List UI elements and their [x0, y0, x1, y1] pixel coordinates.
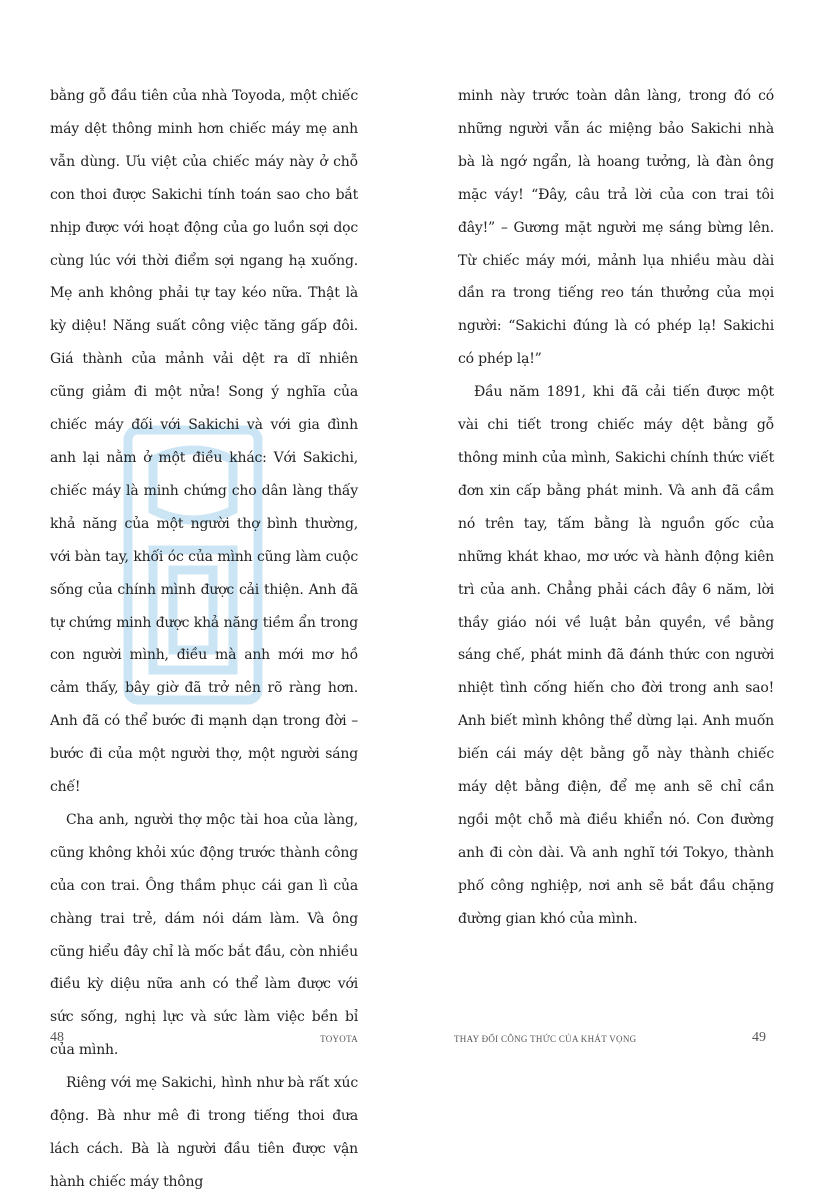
paragraph: Riêng với mẹ Sakichi, hình như bà rất xúc động. Bà như mê đi trong tiếng thoi đưa lách cách. Bà là người đầu tiên được vận hành chiếc máy thông — [50, 1075, 358, 1190]
page-number: 49 — [752, 1030, 766, 1045]
right-text-column — [458, 80, 774, 936]
paragraph: minh này trước toàn dân làng, trong đó có những người vẫn ác miệng bảo Sakichi nhà bà là ngớ ngẩn, là hoang tưởng, là đàn ông mặc váy! “Đây, câu trả lời của con trai tôi đây!” – Gương mặt người mẹ sáng bừng lên. Từ chiếc máy mới, mảnh lụa nhiều màu dài dần ra trong tiếng reo tán thưởng của mọi người: “Sakichi đúng là có phép lạ! Sakichi có phép lạ!” — [458, 88, 774, 368]
running-head: THAY ĐỔI CÔNG THỨC CỦA KHÁT VỌNG — [454, 1034, 637, 1044]
paragraph: bằng gỗ đầu tiên của nhà Toyoda, một chiếc máy dệt thông minh hơn chiếc máy mẹ anh vẫn dùng. Ưu việt của chiếc máy này ở chỗ con thoi được Sakichi tính toán sao cho bắt nhịp được với hoạt động của go luồn sợi dọc cùng lúc với thời điểm sợi ngang hạ xuống. Mẹ anh không phải tự tay kéo nữa. Thật là kỳ diệu! Năng suất công việc tăng gấp đôi. Giá thành của mảnh vải dệt ra dĩ nhiên cũng giảm đi một nửa! Song ý nghĩa của chiếc máy đối với Sakichi và với gia đình anh lại nằm ở một điều khác: Với Sakichi, chiếc máy là minh chứng cho dân làng thấy khả năng của một người thợ bình thường, với bàn tay, khối óc của mình cũng làm cuộc sống của chính mình được cải thiện. Anh đã tự chứng minh được khả năng tiềm ẩn trong con người mình, điều mà anh mới mơ hồ cảm thấy, bây giờ đã trở nên rõ ràng hơn. Anh đã có thể bước đi mạnh dạn trong đời – bước đi của một người thợ, một người sáng chế! — [50, 88, 358, 796]
right-page — [408, 0, 816, 1123]
paragraph: Đầu năm 1891, khi đã cải tiến được một vài chi tiết trong chiếc máy dệt bằng gỗ thông minh của mình, Sakichi chính thức viết đơn xin cấp bằng phát minh. Và anh đã cầm nó trên tay, tấm bằng là nguồn gốc của những khát khao, mơ ước và hành động kiên trì của anh. Chẳng phải cách đây 6 năm, lời thầy giáo nói về luật bản quyền, về bằng sáng chế, phát minh đã đánh thức con người nhiệt tình cống hiến cho đời trong anh sao! Anh biết mình không thể dừng lại. Anh muốn biến cái máy dệt bằng gỗ này thành chiếc máy dệt bằng điện, để mẹ anh sẽ chỉ cần ngồi một chỗ mà điều khiển nó. Con đường anh đi còn dài. Và anh nghĩ tới Tokyo, thành phố công nghiệp, nơi anh sẽ bắt đầu chặng đường gian khó của mình. — [458, 384, 774, 927]
left-page — [0, 0, 408, 1190]
page-number: 48 — [50, 1030, 64, 1045]
left-text-column — [50, 80, 358, 1199]
paragraph: Cha anh, người thợ mộc tài hoa của làng, cũng không khỏi xúc động trước thành công của con trai. Ông thầm phục cái gan lì của chàng trai trẻ, dám nói dám làm. Và ông cũng hiểu đây chỉ là mốc bắt đầu, còn nhiều điều kỳ diệu nữa anh có thể làm được với sức sống, nghị lực và sức làm việc bền bỉ của mình. — [50, 811, 358, 1059]
running-head: TOYOTA — [320, 1034, 358, 1044]
